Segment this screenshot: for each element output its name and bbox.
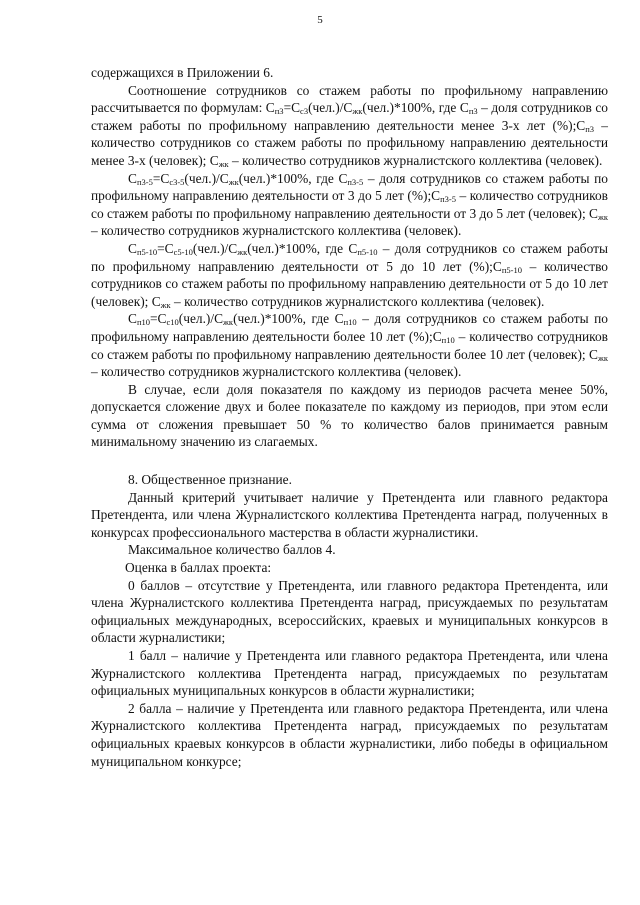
subscript-run: п10 [343, 317, 357, 328]
subscript-run: с3-5 [169, 176, 185, 187]
text-run: – количество сотрудников со стажем работы по профильному направлению деятельности от 3 до 5 лет (человек); С [91, 188, 608, 221]
subscript-run: п3-5 [347, 176, 364, 187]
text-run: (чел.)*100%, где С [247, 240, 358, 256]
subscript-run: жк [218, 158, 229, 169]
subscript-run: жк [237, 246, 248, 257]
subscript-run: п5-10 [136, 246, 158, 257]
paragraph-formula-5-10 [91, 240, 608, 310]
subscript-run: п3 [585, 123, 595, 134]
subscript-run: жк [160, 299, 171, 310]
text-run: С [128, 311, 137, 327]
text-run: =С [152, 170, 170, 186]
text-run: – количество сотрудников журналистского коллектива (человек). [91, 364, 462, 380]
text-run: =С [283, 100, 301, 116]
subscript-run: п10 [441, 334, 455, 345]
text-run: – количество сотрудников со стажем работы по профильному направлению деятельности от 5 до 10 лет (человек); С [91, 258, 608, 309]
subscript-run: жк [597, 352, 608, 363]
text-run: С [128, 170, 137, 186]
subscript-run: жк [352, 106, 363, 117]
text-run: (чел.)/С [184, 170, 229, 186]
text-run: – доля сотрудников со стажем работы по профильному направлению деятельности от 3 до 5 лет (%);С [91, 170, 608, 204]
text-run: (чел.)/С [178, 311, 224, 327]
text-run: – количество сотрудников журналистского коллектива (человек). [91, 223, 462, 239]
text-run: (чел.)*100%, где С [362, 100, 469, 116]
paragraph-max-score: Максимальное количество баллов 4. [128, 542, 336, 558]
paragraph-score-1: 1 балл – наличие у Претендента или главного редактора Претендента, или члена Журналистского коллектива Претендента наград, присуждаемых по результатам официальных муниципальных конкурсов в области журналистики; [91, 648, 608, 699]
paragraph-score-heading: Оценка в баллах проекта: [125, 560, 272, 576]
subscript-run: п3 [468, 106, 478, 117]
text-run: Соотношение сотрудников со стажем работы по профильному направлению рассчитывается по формулам: С [91, 82, 608, 116]
text-run: – доля сотрудников со стажем работы по профильному направлению деятельности от 5 до 10 лет (%);С [91, 240, 608, 274]
subscript-run: п10 [136, 317, 150, 328]
subscript-run: жк [228, 176, 239, 187]
paragraph-score-0: 0 баллов – отсутствие у Претендента, или главного редактора Претендента, или члена Журналистского коллектива Претендента наград, присуждаемых по результатам официальных международных, всероссийских, краевых и муниципальных конкурсов в области журналистики; [91, 577, 608, 646]
subscript-run: с3 [300, 106, 309, 117]
text-run: С [128, 240, 137, 256]
subscript-run: жк [597, 211, 608, 222]
subscript-run: п3-5 [440, 194, 456, 205]
text-run: – количество сотрудников журналистского коллектива (человек). [228, 152, 603, 168]
subscript-run: жк [223, 317, 234, 328]
text-run: – количество сотрудников журналистского коллектива (человек). [170, 293, 545, 309]
subscript-run: п3-5 [136, 176, 153, 187]
text-run: (чел.)*100%, где С [233, 311, 344, 327]
text-run: – доля сотрудников со стажем работы по профильному направлению деятельности более 10 лет (%);С [91, 311, 608, 344]
section-heading-public-recognition: 8. Общественное признание. [128, 472, 292, 488]
text-run: – количество сотрудников со стажем работы по профильному направлению деятельности более 10 лет (человек); С [91, 328, 608, 362]
paragraph-score-2: 2 балла – наличие у Претендента или главного редактора Претендента, или члена Журналистского коллектива Претендента наград, присуждаемых по результатам официальных краевых конкурсов в области журналистики, либо победы в официальном муниципальном конкурсе; [91, 700, 608, 769]
page-number: 5 [317, 14, 323, 26]
paragraph-summation-rule: В случае, если доля показателя по каждому из периодов расчета менее 50%, допускается сложение двух и более показателе по каждому из периодов, при этом если сумма от сложения превышает 50 % то количество балов принимается равным минимальному значению из слагаемых. [91, 381, 608, 450]
subscript-run: с10 [166, 317, 179, 328]
subscript-run: с5-10 [173, 246, 193, 257]
text-run: (чел.)*100%, где С [238, 170, 348, 186]
text-run: =С [150, 311, 167, 327]
paragraph-formula-less-3 [91, 82, 608, 170]
paragraph-criterion-description: Данный критерий учитывает наличие у Претендента или главного редактора Претендента, или члена Журналистского коллектива Претендента наград, полученных в конкурсах профессионального мастерства в области журналистики. [91, 489, 608, 540]
text-run: =С [157, 240, 174, 256]
paragraph-formula-3-5 [91, 170, 608, 240]
paragraph-intro-tail: содержащихся в Приложении 6. [91, 65, 274, 80]
text-run: (чел.)/С [308, 100, 353, 116]
subscript-run: п5-10 [357, 246, 378, 257]
paragraph-formula-over-10 [91, 310, 608, 380]
text-run: – доля сотрудников со стажем работы по профильному направлению деятельности менее 3-х лет (%);С [91, 100, 608, 133]
document-body [91, 64, 608, 770]
text-run: (чел.)/С [192, 240, 238, 256]
subscript-run: п3 [274, 106, 284, 117]
subscript-run: п5-10 [501, 264, 522, 275]
text-run: – количество сотрудников со стажем работы по профильному направлению деятельности менее 3-х (человек); С [91, 117, 608, 168]
